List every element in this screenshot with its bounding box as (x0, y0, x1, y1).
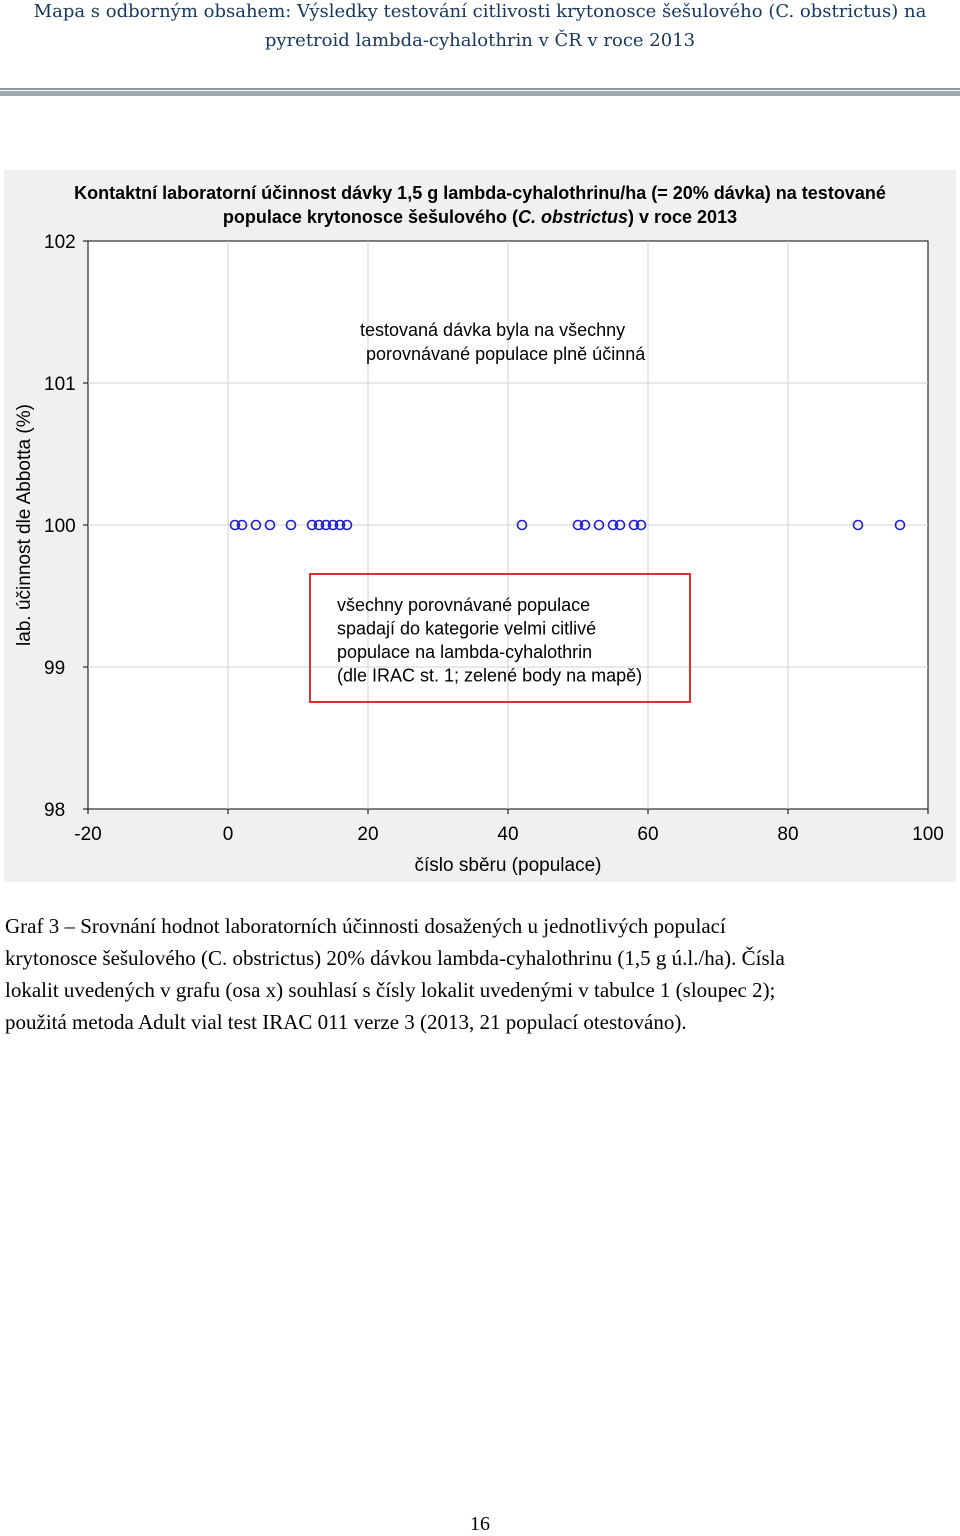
x-tick-label: 60 (637, 824, 659, 845)
annotation-line: všechny porovnávané populace (337, 595, 591, 615)
y-tick-label: 98 (44, 800, 66, 821)
annotation-line: spadají do kategorie velmi citlivé (337, 618, 597, 639)
chart-panel (4, 170, 956, 882)
page-number: 16 (470, 1513, 490, 1535)
y-tick-label: 100 (44, 516, 76, 537)
header-line-2: pyretroid lambda-cyhalothrin v ČR v roce 2013 (264, 30, 696, 51)
x-tick-label: 40 (497, 824, 519, 845)
header-line-1: Mapa s odborným obsahem: Výsledky testování citlivosti krytonosce šešulového (C. obstrictus) na (33, 1, 927, 22)
annotation-line: testovaná dávka byla na všechny (360, 320, 626, 340)
y-axis-label: lab. účinnost dle Abbotta (%) (14, 404, 35, 646)
y-tick-label: 101 (44, 374, 76, 395)
caption-line-2: krytonosce šešulového (C. obstrictus) 20% dávkou lambda-cyhalothrinu (1,5 g ú.l./ha). Čísla (5, 946, 785, 970)
x-tick-label: 100 (912, 824, 944, 845)
y-tick-label: 99 (44, 658, 66, 679)
page-header (0, 0, 960, 100)
annotation-line: (dle IRAC st. 1; zelené body na mapě) (337, 665, 643, 686)
x-tick-label: -20 (74, 824, 102, 845)
x-axis-label: číslo sběru (populace) (414, 855, 602, 876)
caption-line-4: použitá metoda Adult vial test IRAC 011 verze 3 (2013, 21 populací otestováno). (5, 1010, 687, 1034)
annotation-line: porovnávané populace plně účinná (366, 344, 646, 364)
chart-title-line-1: Kontaktní laboratorní účinnost dávky 1,5 g lambda-cyhalothrinu/ha (= 20% dávka) na testované (74, 183, 886, 203)
scatter-chart (4, 170, 956, 882)
x-tick-label: 20 (357, 824, 379, 845)
x-tick-label: 0 (222, 824, 234, 845)
caption-line-3: lokalit uvedených v grafu (osa x) souhlasí s čísly lokalit uvedenými v tabulce 1 (sloupec 2); (5, 978, 776, 1002)
figure-caption (5, 910, 955, 1038)
header-divider-thick (0, 91, 960, 96)
y-tick-label: 102 (44, 232, 76, 253)
y-axis-ticks (44, 232, 88, 821)
header-divider (0, 88, 960, 90)
x-tick-label: 80 (777, 824, 799, 845)
x-axis-ticks (74, 809, 944, 845)
chart-title-line-2: populace krytonosce šešulového (C. obstrictus) v roce 2013 (222, 207, 738, 227)
caption-line-1: Graf 3 – Srovnání hodnot laboratorních účinnosti dosažených u jednotlivých populací (5, 914, 726, 938)
annotation-line: populace na lambda-cyhalothrin (337, 642, 593, 662)
